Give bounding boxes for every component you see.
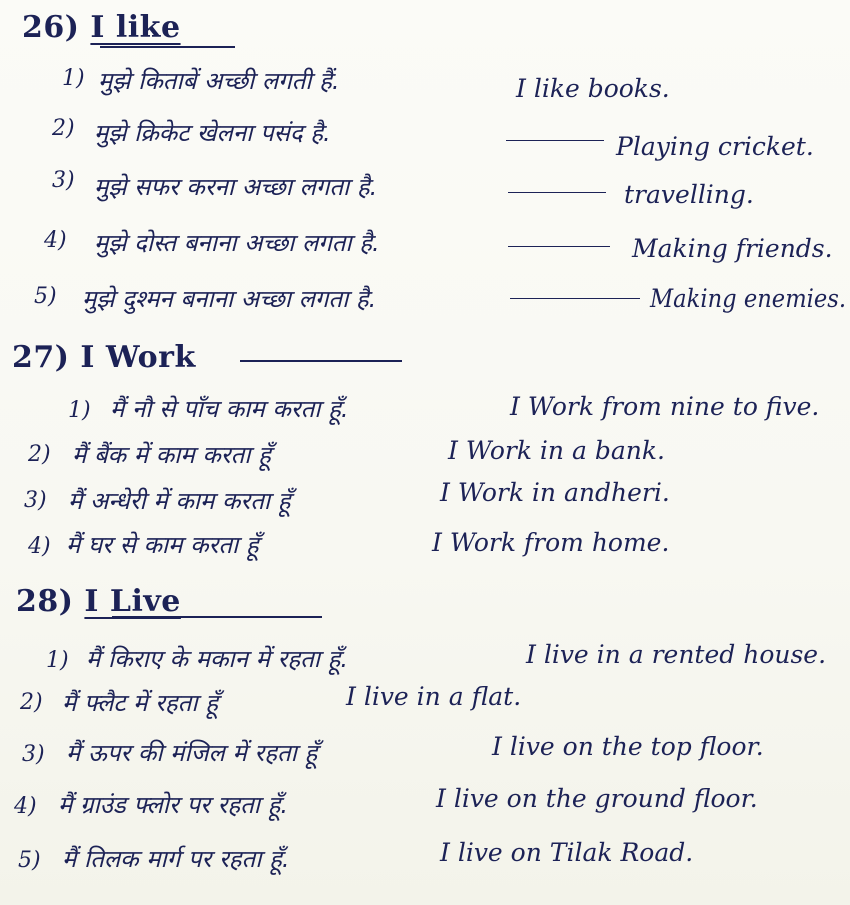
hindi-sentence: मैं ग्राउंड फ्लोर पर रहता हूँ. (58, 791, 288, 819)
section-title: I Live (84, 584, 181, 619)
section-number: 28) (16, 584, 74, 619)
english-translation: I live on the ground floor. (436, 784, 758, 813)
item-number: 3) (24, 488, 47, 513)
hindi-sentence: मैं बैंक में काम करता हूँ (72, 441, 271, 469)
hindi-sentence: मुझे किताबें अच्छी लगती हैं. (98, 67, 340, 95)
item-number: 2) (52, 116, 75, 141)
english-translation: I like books. (516, 74, 670, 103)
section-title: I like (90, 10, 181, 45)
item-number: 4) (44, 228, 67, 253)
english-translation: I Work from nine to five. (510, 392, 820, 421)
english-translation: Making enemies. (650, 284, 847, 313)
answer-blank (510, 298, 640, 299)
english-translation: Making friends. (632, 234, 833, 263)
item-number: 1) (46, 648, 69, 673)
english-translation: I Work in a bank. (448, 436, 665, 465)
item-number: 5) (34, 284, 57, 309)
english-translation: I Work from home. (432, 528, 670, 557)
item-number: 4) (28, 534, 51, 559)
hindi-sentence: मुझे दुश्मन बनाना अच्छा लगता है. (82, 285, 377, 313)
english-translation: I Work in andheri. (440, 478, 670, 507)
item-number: 3) (52, 168, 75, 193)
english-translation: travelling. (624, 180, 754, 209)
item-number: 2) (28, 442, 51, 467)
section-heading-26 (22, 10, 181, 45)
hindi-sentence: मैं किराए के मकान में रहता हूँ. (86, 645, 349, 673)
heading-underline (112, 616, 322, 618)
item-number: 4) (14, 794, 37, 819)
answer-blank (506, 140, 604, 141)
answer-blank (508, 246, 610, 247)
item-number: 3) (22, 742, 45, 767)
english-translation: I live on Tilak Road. (440, 838, 694, 867)
section-title: I Work (80, 340, 196, 375)
english-translation: Playing cricket. (616, 132, 814, 161)
section-heading-27 (12, 340, 196, 375)
item-number: 5) (18, 848, 41, 873)
hindi-sentence: मैं ऊपर की मंजिल में रहता हूँ (66, 739, 318, 767)
item-number: 1) (62, 66, 85, 91)
hindi-sentence: मैं तिलक मार्ग पर रहता हूँ. (62, 845, 290, 873)
hindi-sentence: मुझे सफर करना अच्छा लगता है. (94, 173, 378, 201)
hindi-sentence: मुझे क्रिकेट खेलना पसंद है. (94, 119, 331, 147)
answer-blank (508, 192, 606, 193)
heading-underline (240, 360, 402, 362)
section-number: 27) (12, 340, 70, 375)
hindi-sentence: मैं फ्लैट में रहता हूँ (62, 689, 218, 717)
hindi-sentence: मैं घर से काम करता हूँ (66, 531, 259, 559)
section-heading-28 (16, 584, 181, 619)
hindi-sentence: मुझे दोस्त बनाना अच्छा लगता है. (94, 229, 380, 257)
section-number: 26) (22, 10, 80, 45)
item-number: 1) (68, 398, 91, 423)
heading-underline (100, 46, 235, 48)
hindi-sentence: मैं नौ से पाँच काम करता हूँ. (110, 395, 349, 423)
item-number: 2) (20, 690, 43, 715)
english-translation: I live in a rented house. (526, 640, 827, 669)
english-translation: I live on the top floor. (492, 732, 764, 761)
hindi-sentence: मैं अन्धेरी में काम करता हूँ (68, 487, 291, 515)
english-translation: I live in a flat. (346, 682, 522, 711)
